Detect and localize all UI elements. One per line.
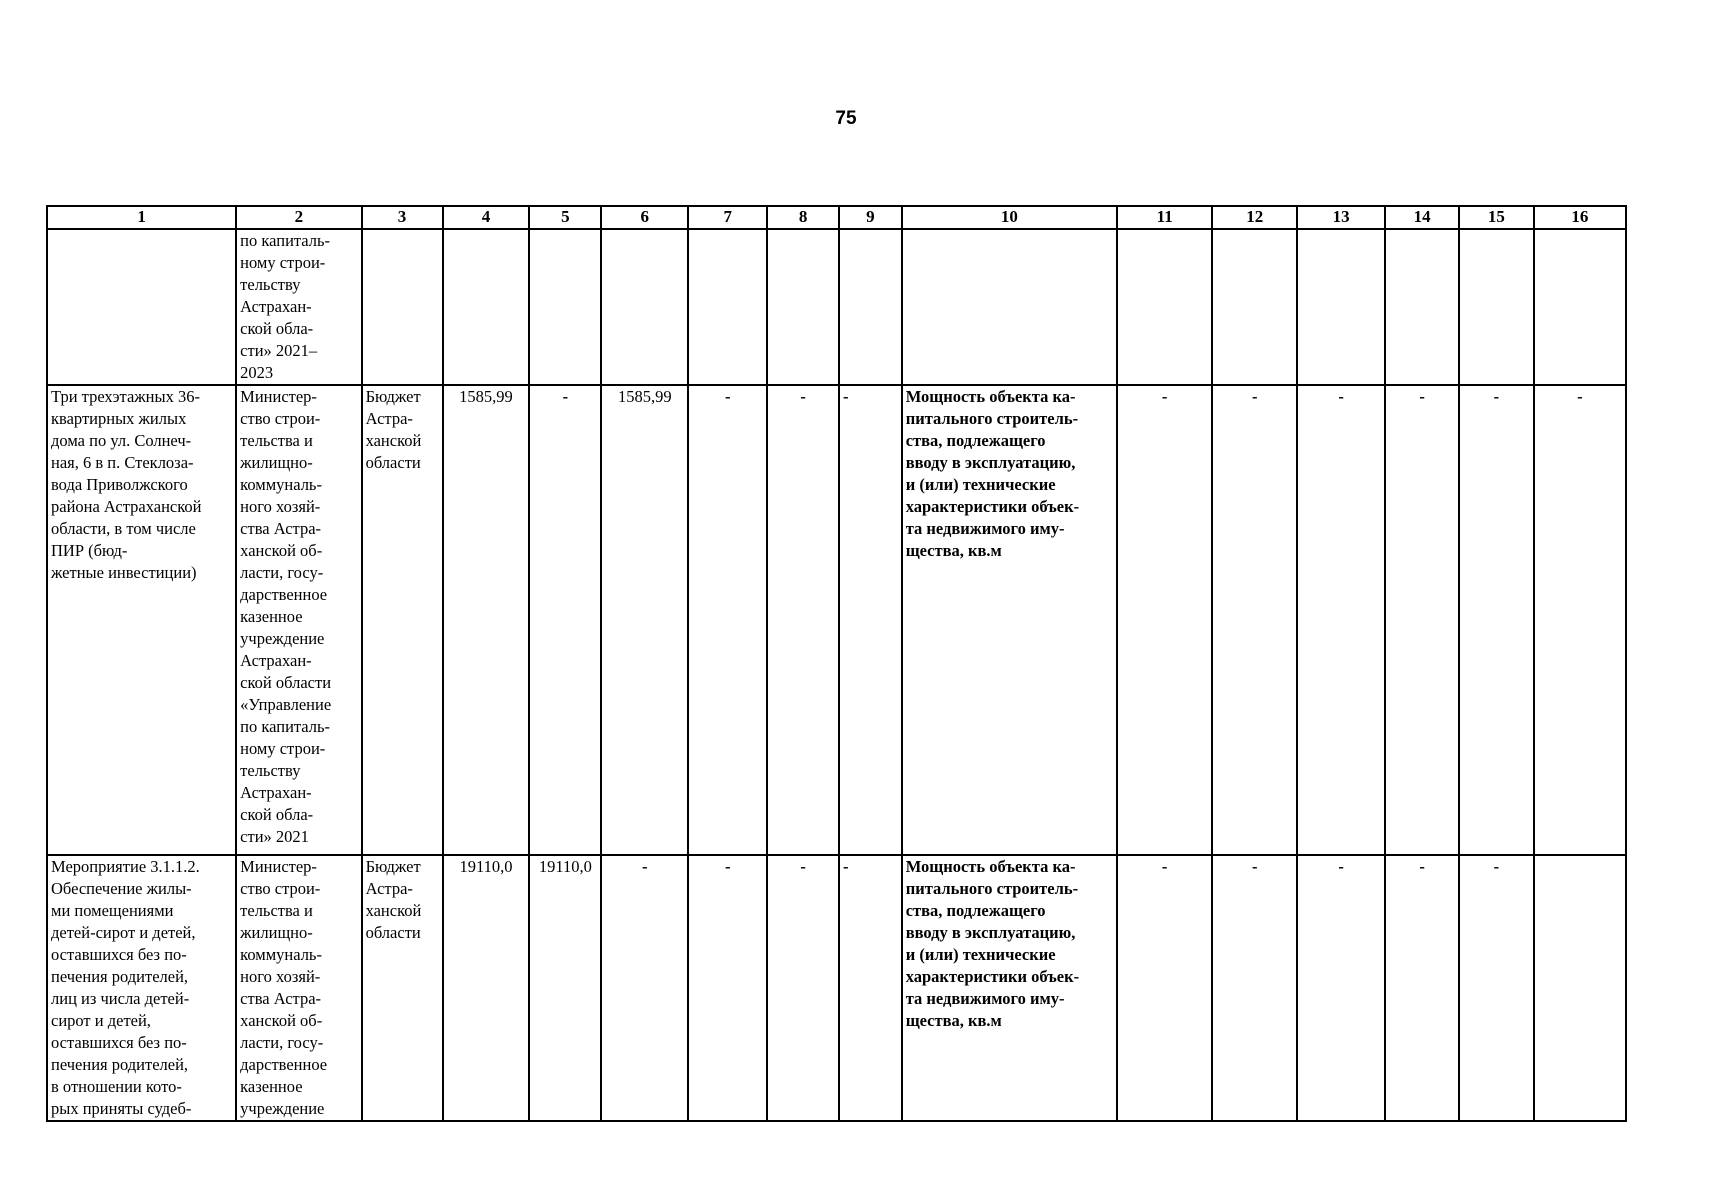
table-cell [1117,229,1212,385]
column-header-5: 5 [529,206,601,229]
table-cell: Мероприятие 3.1.1.2. Обеспечение жилы- ми помещениями детей-сирот и детей, оставшихся без по- печения родителей, лиц из числа детей- сирот и детей, оставшихся без по- печения родителей, в отношении кото- рых приняты судеб- [47,855,236,1121]
table-cell [902,229,1117,385]
table-cell: - [601,855,688,1121]
table-cell [1534,855,1626,1121]
table-cell [362,229,443,385]
column-header-3: 3 [362,206,443,229]
table-cell [688,229,767,385]
column-header-16: 16 [1534,206,1626,229]
table-row [47,229,1626,385]
table-cell: - [1534,385,1626,855]
table-cell: - [1212,385,1297,855]
page-number: 75 [835,108,857,129]
table-cell [443,229,530,385]
column-header-10: 10 [902,206,1117,229]
table-row [47,385,1626,855]
table-cell [1385,229,1459,385]
table-cell: - [839,385,902,855]
table-cell: Бюджет Астра- ханской области [362,855,443,1121]
table-cell [839,229,902,385]
column-header-1: 1 [47,206,236,229]
table-cell: - [1459,855,1534,1121]
column-header-4: 4 [443,206,530,229]
table-cell: Министер- ство строи- тельства и жилищно- коммуналь- ного хозяй- ства Астра- ханской об- ласти, госу- дарственное казенное учреждение [236,855,361,1121]
column-header-8: 8 [767,206,839,229]
column-header-2: 2 [236,206,361,229]
table-cell: Бюджет Астра- ханской области [362,385,443,855]
column-header-11: 11 [1117,206,1212,229]
header-row [47,206,1626,229]
column-header-9: 9 [839,206,902,229]
table-cell [601,229,688,385]
table-row [47,855,1626,1121]
table-cell: - [1459,385,1534,855]
table-cell: - [767,855,839,1121]
table-cell: - [529,385,601,855]
table-cell: - [1117,385,1212,855]
column-header-13: 13 [1297,206,1385,229]
table-cell: - [1212,855,1297,1121]
column-header-15: 15 [1459,206,1534,229]
table-cell [529,229,601,385]
table-cell [767,229,839,385]
table-cell: - [688,385,767,855]
table-cell: - [839,855,902,1121]
table-cell: - [1297,385,1385,855]
table-cell [1212,229,1297,385]
table-cell: Три трехэтажных 36- квартирных жилых дома по ул. Солнеч- ная, 6 в п. Стеклоза- вода Приволжского района Астраханской области, в том числе ПИР (бюд- жетные инвестиции) [47,385,236,855]
column-header-7: 7 [688,206,767,229]
column-header-14: 14 [1385,206,1459,229]
column-header-6: 6 [601,206,688,229]
table-cell: - [1385,855,1459,1121]
table-cell [1297,229,1385,385]
table-cell: - [767,385,839,855]
table-cell: - [1117,855,1212,1121]
column-header-12: 12 [1212,206,1297,229]
table-cell: - [688,855,767,1121]
table-cell [47,229,236,385]
table-cell: 1585,99 [443,385,530,855]
table-cell [1459,229,1534,385]
table-cell: по капиталь- ному строи- тельству Астрахан- ской обла- сти» 2021– 2023 [236,229,361,385]
table-cell: 19110,0 [443,855,530,1121]
data-table [46,205,1627,1122]
table-cell: - [1297,855,1385,1121]
table-cell: Мощность объекта ка- питального строитель- ства, подлежащего вводу в эксплуатацию, и (или) технические характеристики объек- та недвижимого иму- щества, кв.м [902,385,1117,855]
table-cell: Мощность объекта ка- питального строитель- ства, подлежащего вводу в эксплуатацию, и (или) технические характеристики объек- та недвижимого иму- щества, кв.м [902,855,1117,1121]
table-cell: - [1385,385,1459,855]
table-cell: 1585,99 [601,385,688,855]
table-cell: 19110,0 [529,855,601,1121]
table-cell [1534,229,1626,385]
table-cell: Министер- ство строи- тельства и жилищно- коммуналь- ного хозяй- ства Астра- ханской об- ласти, госу- дарственное казенное учреждение Астрахан- ской области «Управление по капиталь- ному строи- тельству Астрахан- ской обла- сти» 2021 [236,385,361,855]
